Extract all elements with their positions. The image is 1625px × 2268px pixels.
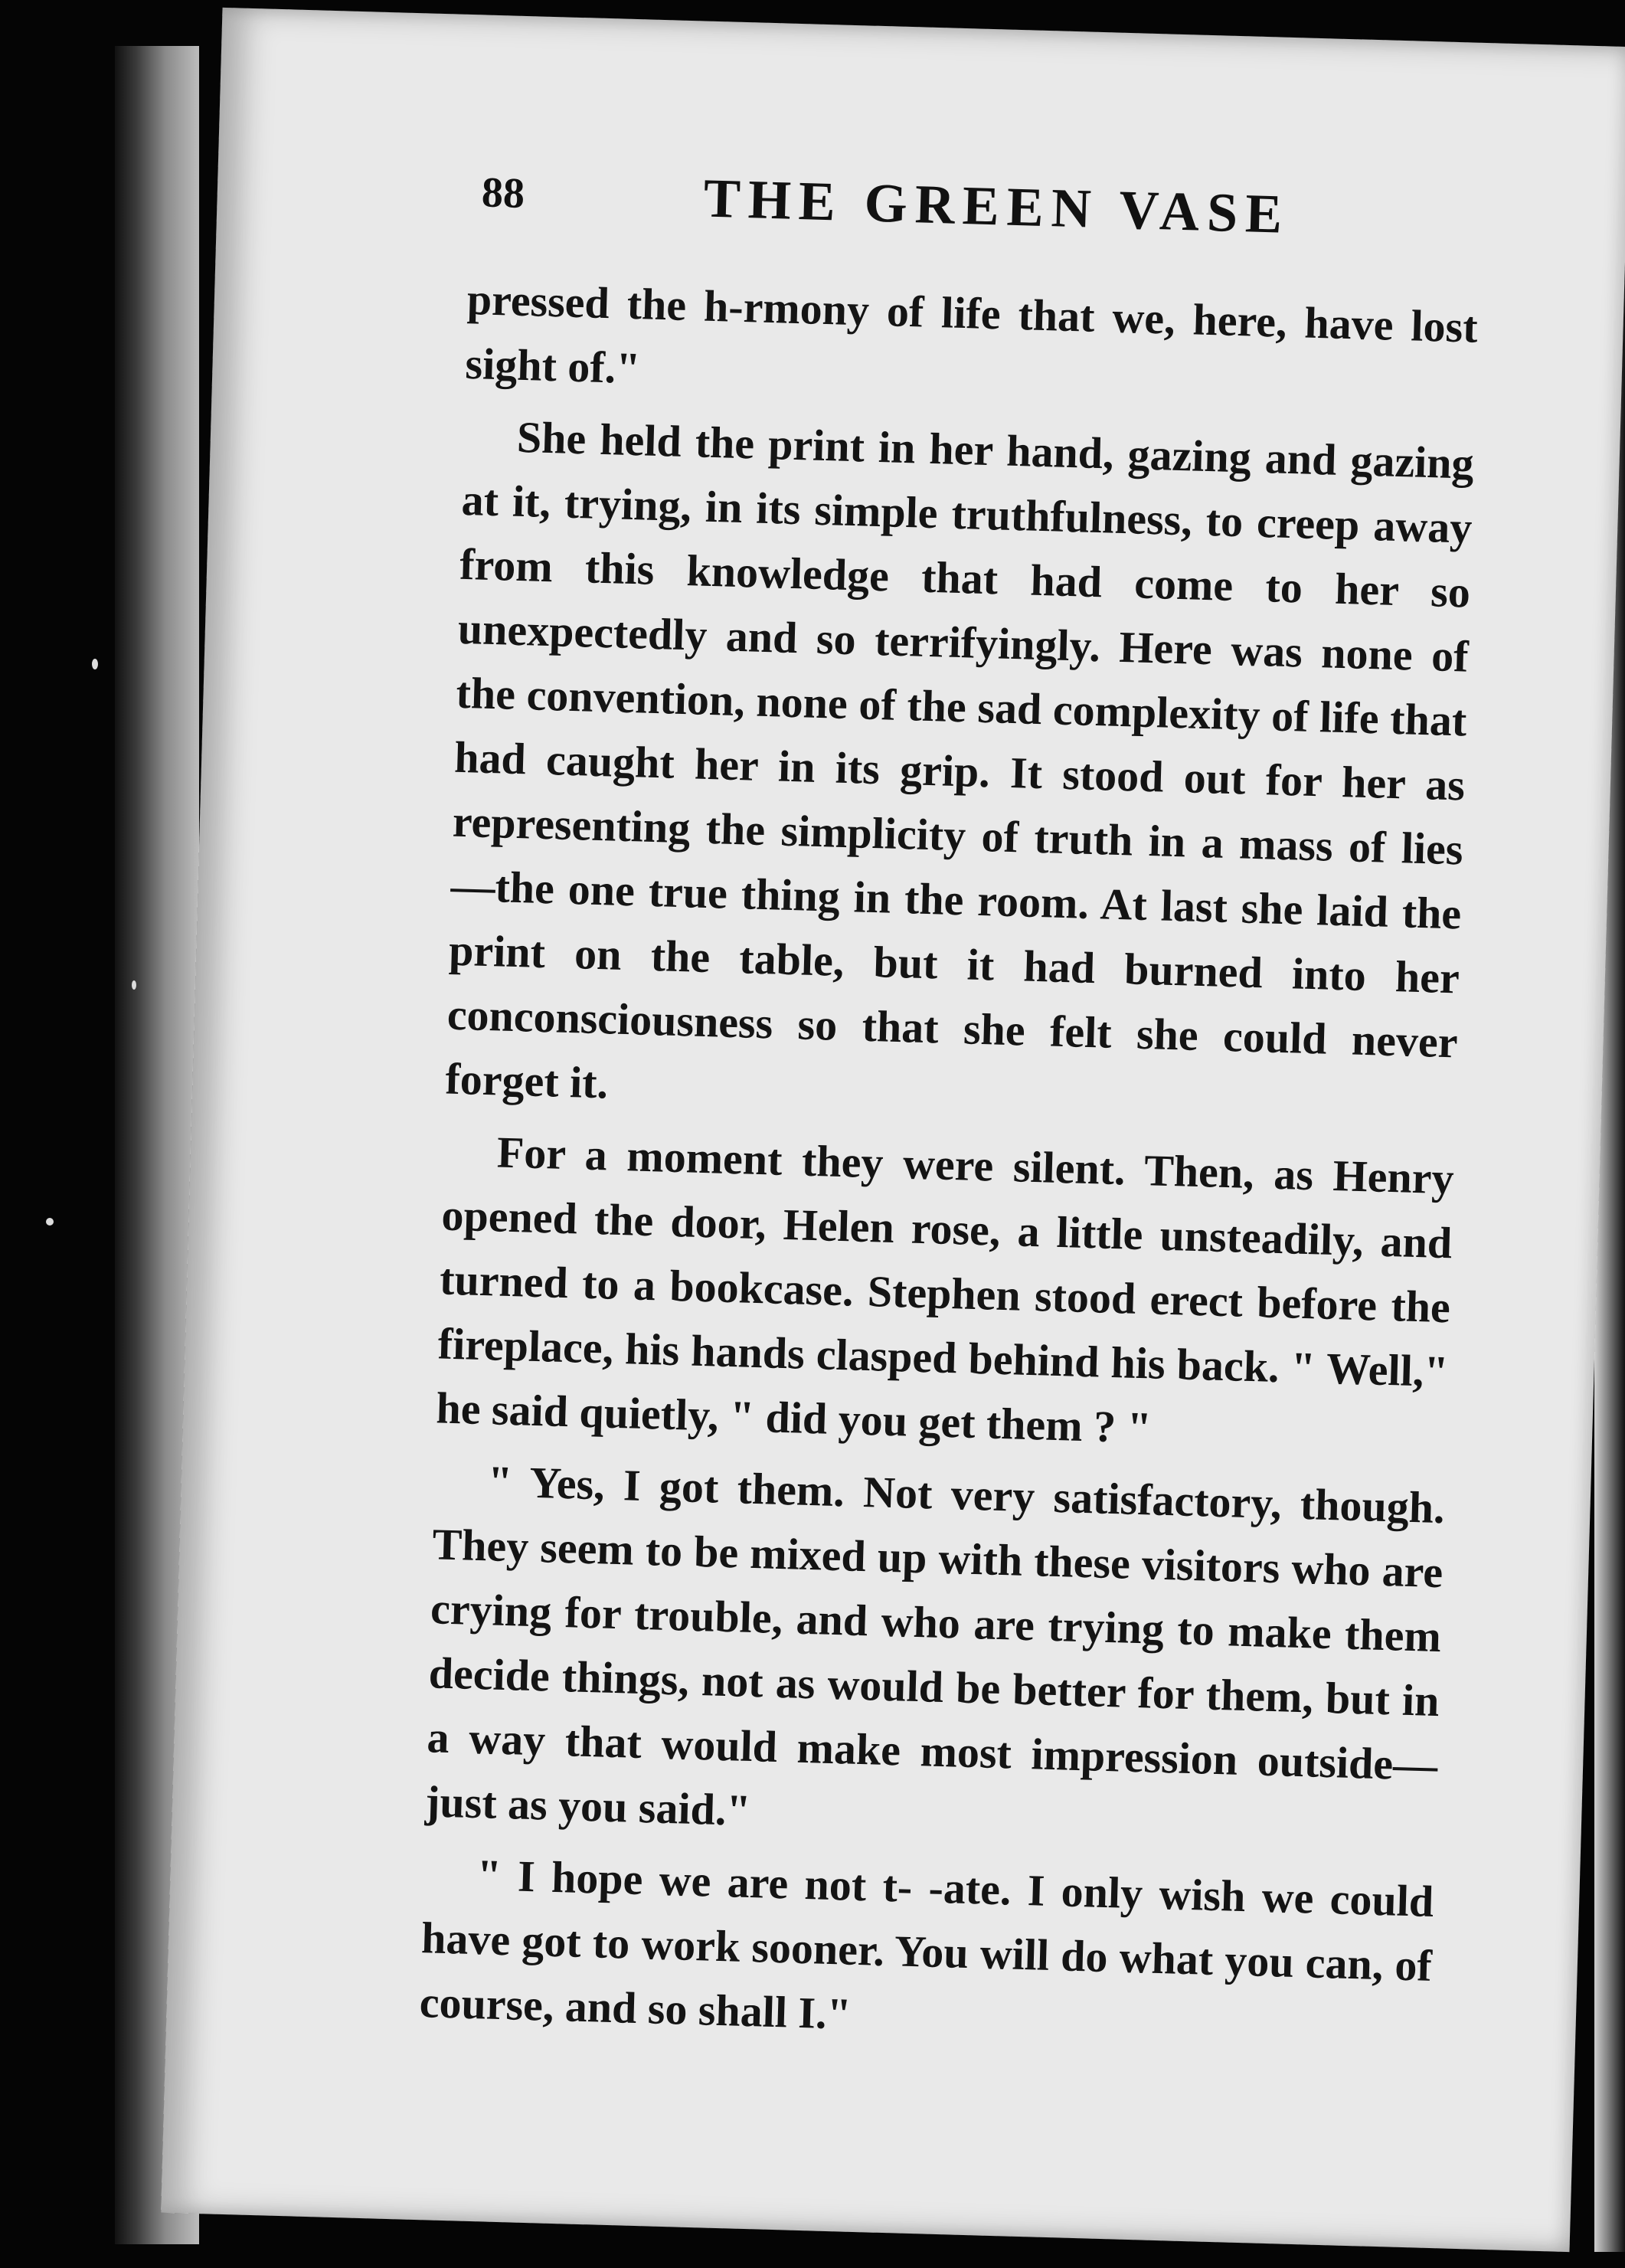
page-number: 88 (481, 169, 525, 218)
body-text (419, 267, 1479, 2070)
scan-speck (132, 980, 136, 990)
paragraph: " I hope we are not t‑ ‑ate. I only wish we could have got to work sooner. You will do what you can, of course, and so shall I." (419, 1850, 1435, 2039)
scan-speck (92, 659, 98, 669)
paragraph: She held the print in her hand, gazing and gazing at it, trying, in its simple truthfulness, to creep away from this knowledge that had come to her so unexpectedly and so terrifyingly. Here was none of the convention, none of the sad complexity of life that had caught her in its grip. It stood out for her as representing the simplicity of truth in a mass of lies —the one true thing in the room. At last she laid the print on the table, but it had burned into her conconsciousness so that she felt she could never forget it. (444, 411, 1475, 1108)
paragraph: For a moment they were silent. Then, as Henry opened the door, Helen rose, a little unsteadily, and turned to a bookcase. Stephen stood erect before the fireplace, his hands clasped behind his back. " Well," he said quietly, " did you get them ? " (435, 1127, 1455, 1453)
book-page (161, 8, 1625, 2252)
running-title: THE GREEN VASE (702, 167, 1291, 245)
page-header (480, 160, 1478, 280)
scan-speck (46, 1218, 54, 1226)
paragraph-continued: pressed the h‑rmony of life that we, here, have lost sight of." (464, 273, 1479, 394)
paragraph: " Yes, I got them. Not very satisfactory, though. They seem to be mixed up with these visitors who are crying for trouble, and who are trying to make them decide things, not as would be better for them, but in a way that would make most impression outside—just as you said." (424, 1456, 1446, 1836)
